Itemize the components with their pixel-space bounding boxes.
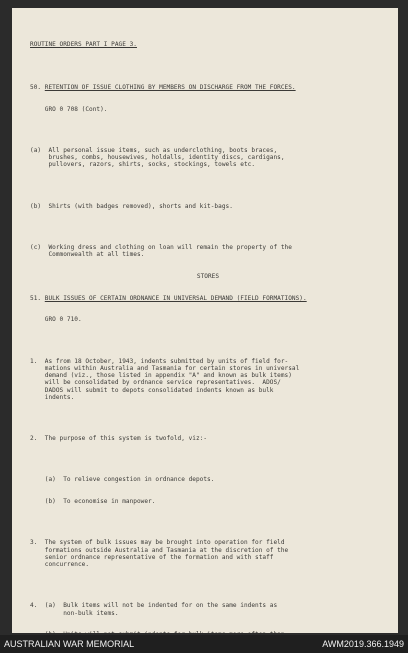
paragraph-3: 3. The system of bulk issues may be brought into operation for field formations outside Australia and Tasmania at the discretion of the senior ordnance representative of the formation and with staff concurrence.: [30, 539, 289, 568]
document-page: [12, 8, 398, 633]
section-50-item-a: (a) All personal issue items, such as underclothing, boots braces, brushes, combs, housewives, holdalls, identity discs, cardigans, pullovers, razors, shirts, socks, stockings, towels etc.: [30, 146, 285, 169]
section-51-title: BULK ISSUES OF CERTAIN ORDNANCE IN UNIVERSAL DEMAND (FIELD FORMATIONS).: [44, 294, 307, 302]
paragraph-2: 2. The purpose of this system is twofold, viz:-: [30, 435, 208, 442]
section-50-ref: GRO 0 708 (Cont).: [44, 105, 108, 113]
section-50-item-c: (c) Working dress and clothing on loan will remain the property of the Commonwealth at all times.: [30, 243, 292, 258]
footer-accession-number: AWM2019.366.1949: [322, 639, 404, 649]
section-50-number: 50.: [30, 83, 42, 91]
stores-heading: STORES: [196, 272, 220, 280]
section-51-number: 51.: [30, 294, 42, 302]
footer-institution: AUSTRALIAN WAR MEMORIAL: [4, 639, 135, 649]
section-51-ref: GRO 0 710.: [44, 316, 82, 324]
paragraph-1: 1. As from 18 October, 1943, indents submitted by units of field for- mations within Australia and Tasmania for certain stores in universal demand (viz., those listed in appendix "A" and known as bulk items) will be consolidated by ordnance service representatives. ADOS/ DADOS will submit to depots consolidated indents known as bulk indents.: [30, 357, 300, 401]
archive-footer: [0, 635, 408, 653]
paragraph-2a: (a) To relieve congestion in ordnance depots.: [30, 476, 215, 484]
paragraph-2b: (b) To economise in manpower.: [30, 498, 156, 505]
section-50-item-b: (b) Shirts (with badges removed), shorts and kit-bags.: [30, 202, 233, 210]
paragraph-4a: 4. (a) Bulk items will not be indented for on the same indents as non-bulk items.: [30, 602, 278, 617]
paragraph-4b: [30, 631, 386, 633]
document-text: [30, 26, 386, 633]
page-header: ROUTINE ORDERS PART I PAGE 3.: [30, 40, 137, 48]
section-50-title: RETENTION OF ISSUE CLOTHING BY MEMBERS ON DISCHARGE FROM THE FORCES.: [44, 83, 296, 91]
